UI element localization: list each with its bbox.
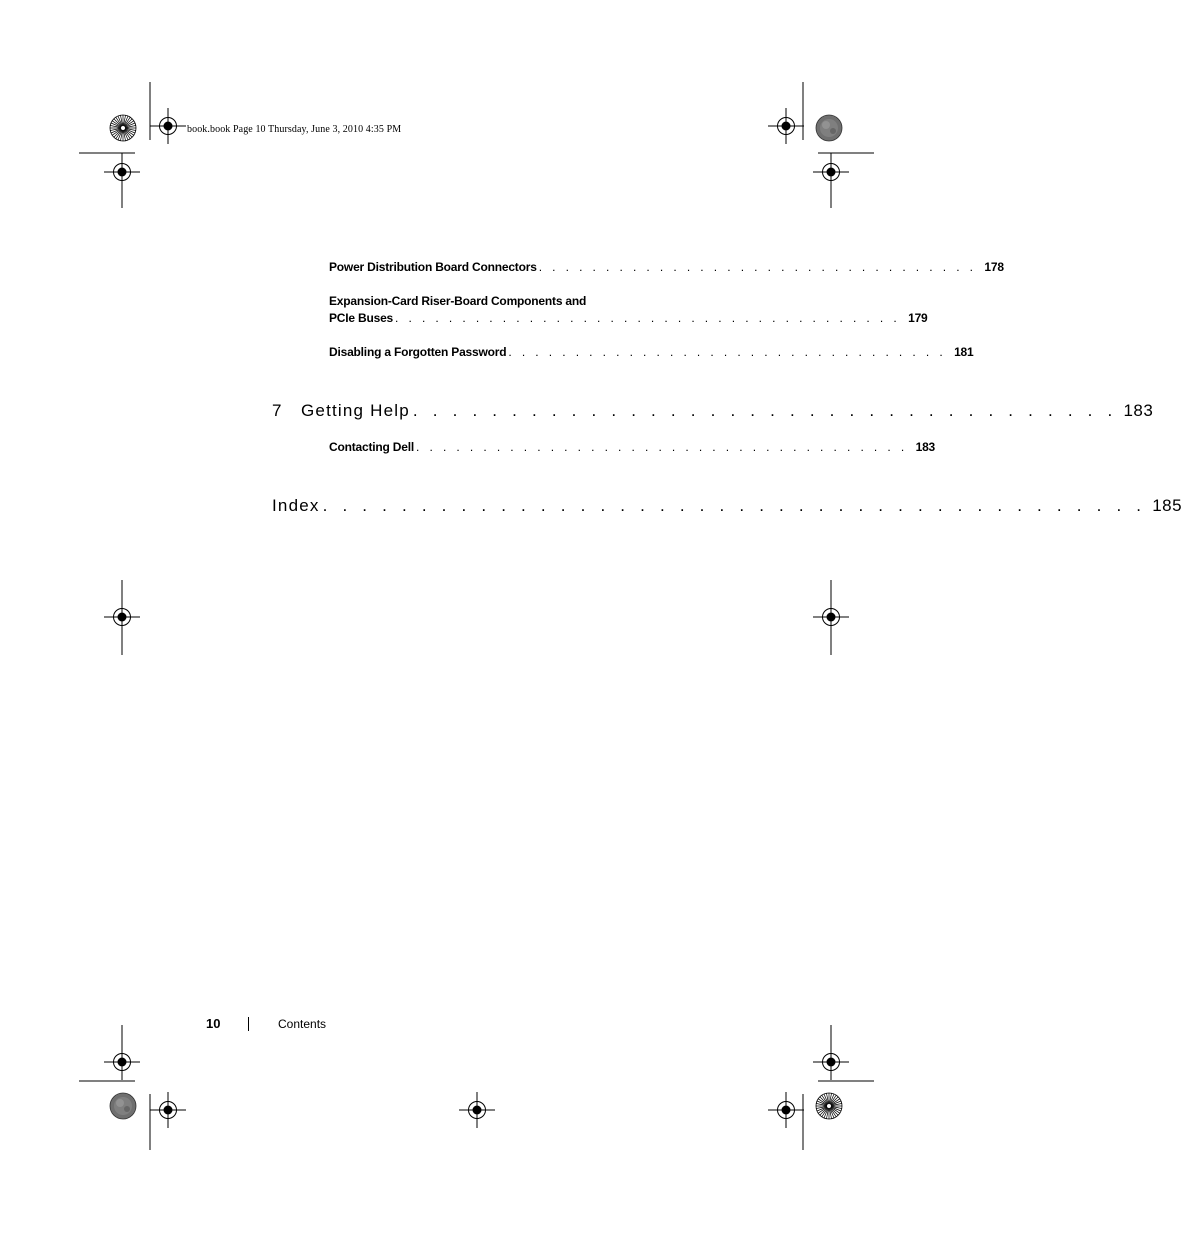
toc-entry-page: 179 [908,311,928,325]
footer-separator [248,1017,249,1031]
dot-leader: . . . . . . . . . . . . . . . . . . . . . . . . . . . . . . . . . . . . . [416,440,908,454]
dot-leader: . . . . . . . . . . . . . . . . . . . . . . . . . . . . . . . . . . . . . . [395,311,901,325]
dot-leader: . . . . . . . . . . . . . . . . . . . . . . . . . . . . . . . . . . . . . . . . . . [322,496,1147,515]
toc-entry-page: 183 [915,440,936,454]
toc-entry-power-distribution[interactable] [329,260,1004,274]
toc-entry-title: Contacting Dell [329,440,415,454]
chapter-number: 7 [272,401,283,420]
chapter-page: 183 [1123,401,1154,420]
toc-entry-disabling-password[interactable] [329,345,974,359]
toc-chapter-getting-help[interactable] [272,401,1154,421]
print-slug-line: book.book Page 10 Thursday, June 3, 2010 4:35 PM [187,124,402,135]
footer-page-number: 10 [206,1016,221,1031]
chapter-title: Getting Help [301,401,410,420]
toc-entry-title: PCIe Buses [329,311,394,325]
index-page: 185 [1152,496,1182,515]
toc-entry-title: Power Distribution Board Connectors [329,260,537,274]
toc-index[interactable] [272,496,1182,516]
toc-entry-page: 181 [954,345,974,359]
toc-entry-page: 178 [984,260,1004,274]
dot-leader: . . . . . . . . . . . . . . . . . . . . . . . . . . . . . . . . . . . . [412,401,1118,420]
dot-leader: . . . . . . . . . . . . . . . . . . . . . . . . . . . . . . . . . [508,345,947,359]
index-title: Index [272,496,320,515]
footer-section-label: Contents [278,1017,327,1031]
toc-entry-expansion-card[interactable] [329,311,928,325]
toc-entry-title: Disabling a Forgotten Password [329,345,507,359]
dot-leader: . . . . . . . . . . . . . . . . . . . . . . . . . . . . . . . . . [538,260,977,274]
toc-entry-title-line1[interactable]: Expansion-Card Riser-Board Components and [329,294,587,308]
toc-entry-contacting-dell[interactable] [329,440,936,454]
